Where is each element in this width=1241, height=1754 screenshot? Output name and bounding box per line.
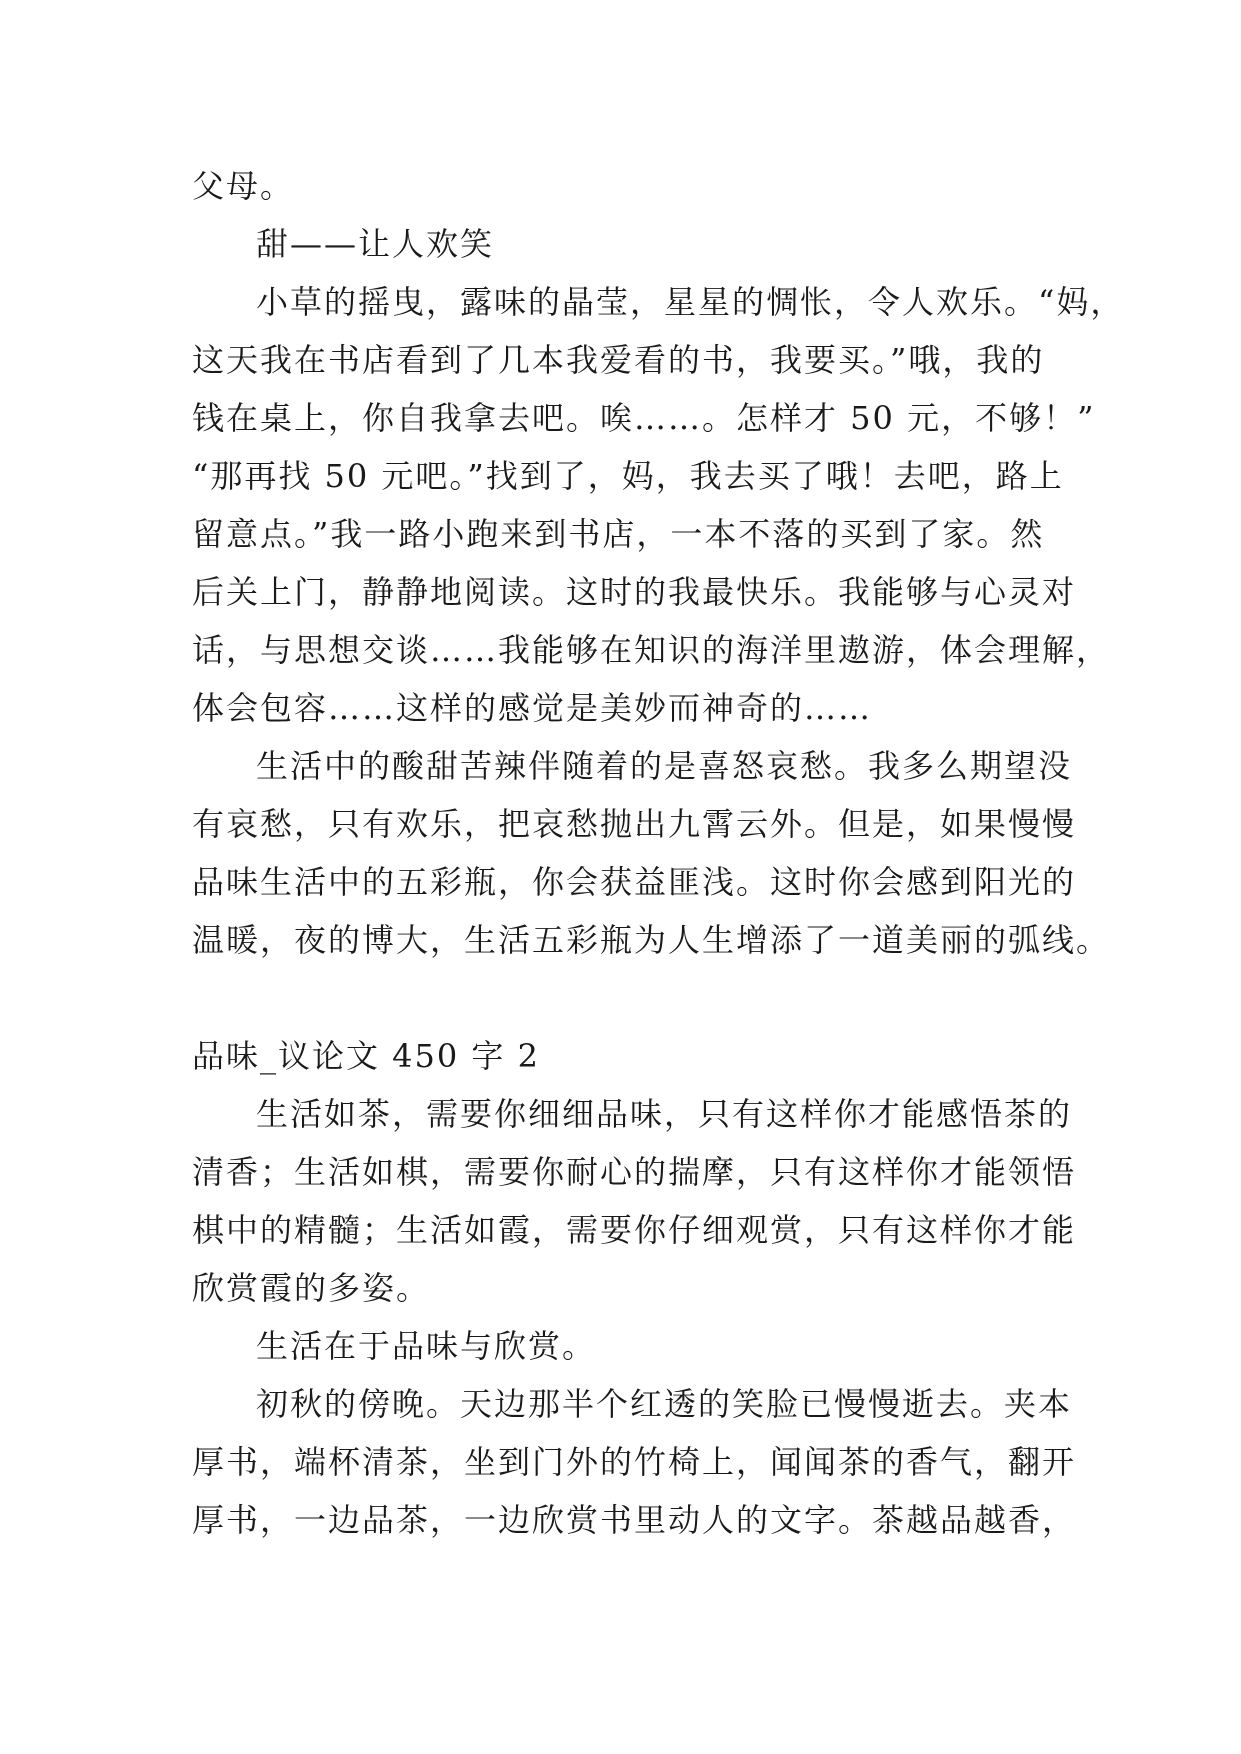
paragraph-line: 父母。 [192, 167, 295, 205]
paragraph-line: “那再找 50 元吧。”找到了，妈，我去买了哦！去吧，路上 [192, 457, 1064, 495]
document-body [192, 0, 1125, 1754]
paragraph-line: 有哀愁，只有欢乐，把哀愁抛出九霄云外。但是，如果慢慢 [192, 805, 1077, 843]
paragraph-line: 棋中的精髓；生活如霞，需要你仔细观赏，只有这样你才能 [192, 1211, 1077, 1249]
paragraph-line: 体会包容……这样的感觉是美妙而神奇的…… [192, 689, 873, 727]
paragraph-line: 生活在于品味与欣赏。 [256, 1327, 597, 1365]
paragraph-line: 这天我在书店看到了几本我爱看的书，我要买。”哦，我的 [192, 341, 1045, 379]
paragraph-line: 初秋的傍晚。天边那半个红透的笑脸已慢慢逝去。夹本 [256, 1385, 1073, 1423]
paragraph-line: 生活如茶，需要你细细品味，只有这样你才能感悟茶的 [256, 1095, 1073, 1133]
paragraph-line: 温暖，夜的博大，生活五彩瓶为人生增添了一道美丽的弧线。 [192, 921, 1111, 959]
paragraph-line: 生活中的酸甜苦辣伴随着的是喜怒哀愁。我多么期望没 [256, 747, 1073, 785]
paragraph-line: 清香；生活如棋，需要你耐心的揣摩，只有这样你才能领悟 [192, 1153, 1077, 1191]
paragraph-line: 厚书，端杯清茶，坐到门外的竹椅上，闻闻茶的香气，翻开 [192, 1443, 1077, 1481]
paragraph-line: 小草的摇曳，露味的晶莹，星星的惆怅，令人欢乐。“妈， [256, 283, 1125, 321]
paragraph-line: 品味生活中的五彩瓶，你会获益匪浅。这时你会感到阳光的 [192, 863, 1077, 901]
paragraph-line: 后关上门，静静地阅读。这时的我最快乐。我能够与心灵对 [192, 573, 1077, 611]
paragraph-line: 留意点。”我一路小跑来到书店，一本不落的买到了家。然 [192, 515, 1045, 553]
paragraph-line: 话，与思想交谈……我能够在知识的海洋里遨游，体会理解， [192, 631, 1111, 669]
section-heading: 品味_议论文 450 字 2 [192, 1037, 540, 1075]
subheading: 甜——让人欢笑 [256, 225, 495, 263]
paragraph-line: 欣赏霞的多姿。 [192, 1269, 431, 1307]
paragraph-line: 厚书，一边品茶，一边欣赏书里动人的文字。茶越品越香， [192, 1501, 1077, 1539]
paragraph-line: 钱在桌上，你自我拿去吧。唉……。怎样才 50 元，不够！” [192, 399, 1096, 437]
